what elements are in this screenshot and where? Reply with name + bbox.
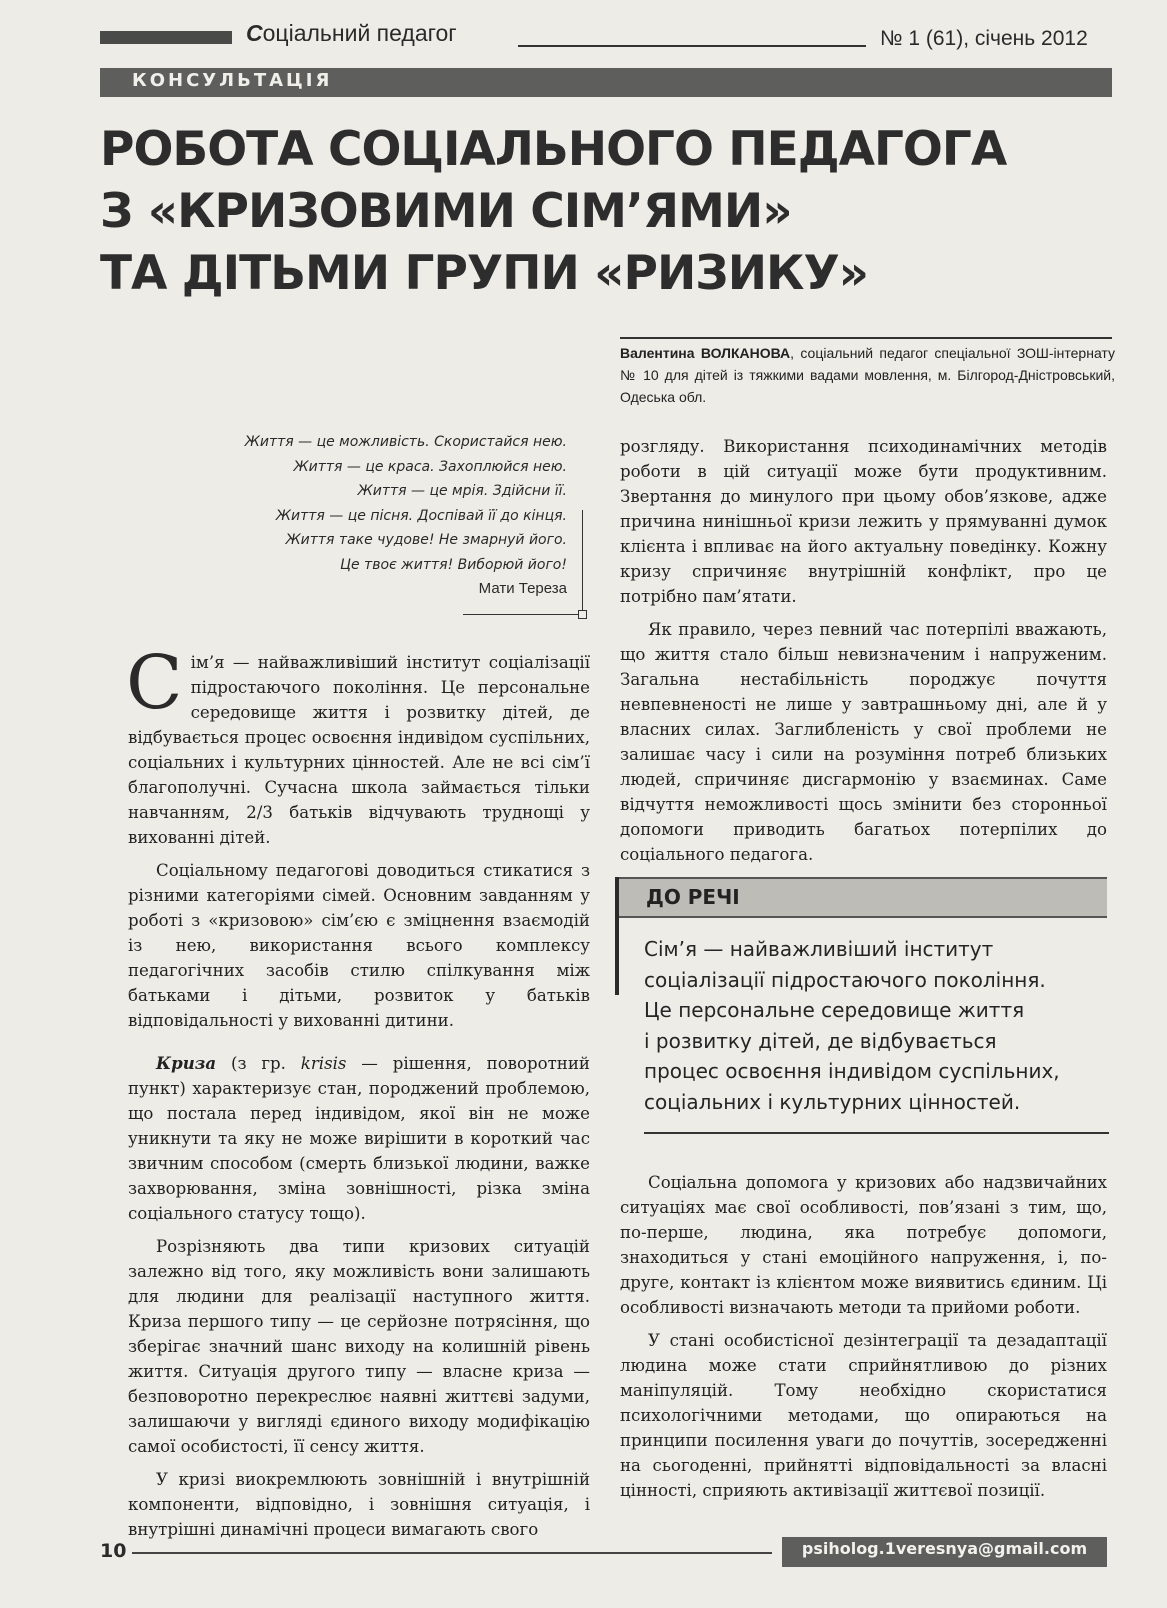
- epigraph-line: Життя — це пісня. Доспівай її до кінця.: [275, 507, 567, 524]
- epigraph-signature: Мати Тереза: [478, 580, 567, 597]
- paragraph: Як правило, через певний час потерпілі вважають, що життя стало більш невизначеним і напруженим. Загальна нестабільність породжує почуття невпевненості не лише у завтрашньому дні, але й у власних силах. Заглибленість у свої проблеми не залишає часу і сили на розуміння потреб близьких людей, спричиняє дисгармонію у взаєминах. Саме відчуття неможливості щось змінити без сторонньої допомоги приводить багатьох потерпілих до соціального педагога.: [620, 620, 1107, 864]
- magazine-name-initial: С: [246, 20, 263, 46]
- sidebar-line: Це персональне середовище життя: [644, 998, 1025, 1022]
- article-title-line: З «КРИЗОВИМИ СІМ’ЯМИ»: [100, 184, 792, 239]
- paragraph: [126, 640, 590, 850]
- sidebar-line: соціалізації підростаючого покоління.: [644, 967, 1046, 992]
- header-decor-bar: [100, 31, 232, 44]
- article-title-line: РОБОТА СОЦІАЛЬНОГО ПЕДАГОГА: [100, 122, 1007, 177]
- rubric-label: КОНСУЛЬТАЦІЯ: [132, 70, 333, 91]
- article-left-column: [126, 640, 590, 1542]
- epigraph-bracket-vertical: [582, 510, 583, 613]
- magazine-name: [246, 20, 457, 47]
- author-name: Валентина ВОЛКАНОВА: [620, 345, 791, 361]
- epigraph-line: Це твоє життя! Виборюй його!: [340, 556, 567, 573]
- footer-rule: [132, 1552, 772, 1554]
- author-byline: [620, 342, 1115, 408]
- article-title-line: ТА ДІТЬМИ ГРУПИ «РИЗИКУ»: [100, 246, 869, 301]
- paragraph: Соціальному педагогові доводиться стикатися з різними категоріями сімей. Основним завданням у роботі з «кризовою» сім’єю є зміцнення взаємодій із нею, використання всього комплексу педагогічних засобів стилю спілкування між батьками і дітьми, розвиток у батьків відповідальності у вихованні дитини.: [128, 861, 590, 1030]
- epigraph: [175, 430, 567, 602]
- paragraph: Соціальна допомога у кризових або надзвичайних ситуаціях має свої особливості, пов’язані з тим, що, по-перше, людина, яка потребує допомоги, знаходиться у стані емоційного напруження, і, по-друге, контакт із клієнтом може виявитись єдиним. Ці особливості визначають методи та прийоми роботи.: [620, 1173, 1107, 1317]
- footer-email: psiholog.1veresnya@gmail.com: [801, 1539, 1088, 1558]
- sidebar-line: процес освоєння індивідом суспільних,: [644, 1059, 1060, 1083]
- issue-info: № 1 (61), січень 2012: [880, 27, 1088, 50]
- article-title: [100, 119, 1110, 305]
- epigraph-bracket-square: [578, 610, 587, 619]
- paragraph: розгляду. Використання психодинамічних методів роботи в цій ситуації може бути продуктивним. Звертання до минулого при цьому обов’язкове, адже причина нинішньої кризи лежить у прямуванні думок клієнта і впливає на його актуальну поведінку. Кожну кризу спричиняє внутрішній конфлікт, про це потрібно пам’ятати.: [620, 437, 1107, 606]
- paragraph: У кризі виокремлюють зовнішній і внутрішній компоненти, відповідно, і зовнішня ситуація, і внутрішні динамічні процеси вимагають свого: [128, 1470, 590, 1539]
- article-right-column-bottom: [620, 1170, 1107, 1503]
- header-rule: [518, 45, 866, 47]
- drop-cap: С: [126, 640, 183, 726]
- epigraph-line: Життя — це мрія. Здійсни її.: [357, 483, 567, 499]
- sidebar-line: соціальних і культурних цінностей.: [644, 1089, 1021, 1114]
- paragraph: Розрізняють два типи кризових ситуацій залежно від того, яку можливість вони залишають для людини для реалізації наступного життя. Криза першого типу — це серйозне потрясіння, що зберігає значний шанс виходу на колишній рівень життя. Ситуація другого типу — власне криза — безповоротно перекреслює наявні життєві задуми, залишаючи у вигляді єдиного виходу модифікацію самої особистості, її сенсу життя.: [128, 1237, 590, 1456]
- paragraph-text: ім’я — найважливіший інститут соціалізації підростаючого покоління. Це персональне середовище життя і розвитку дітей, де відбувається процес освоєння індивідом суспільних, соціальних і культурних цінностей. Але не всі сім’ї благополучні. Сучасна школа займається тільки навчанням, 2/3 батьків відчувають труднощі у вихованні дітей.: [128, 653, 590, 847]
- sidebar-line: і розвитку дітей, де відбувається: [644, 1028, 997, 1053]
- epigraph-line: Життя таке чудове! Не змарнуй його.: [285, 532, 567, 548]
- epigraph-bracket-horizontal: [463, 614, 579, 615]
- page-number: 10: [100, 1540, 127, 1562]
- paragraph-text: (з гр.: [216, 1054, 301, 1073]
- paragraph-text: — рішення, поворотний пункт) характеризує стан, породжений проблемою, що постала перед індивідом, якої він не може уникнути та яку не може вирішити в короткий час звичним способом (смерть близької людини, важке захворювання, зміна зовнішності, різка зміна соціального статусу тощо).: [128, 1054, 590, 1223]
- epigraph-line: Життя — це можливість. Скористайся нею.: [244, 434, 567, 450]
- epigraph-line: Життя — це краса. Захоплюйся нею.: [293, 458, 567, 475]
- article-right-column-top: [620, 434, 1107, 867]
- sidebar-line: Сім’я — найважливіший інститут: [644, 937, 994, 961]
- paragraph: У стані особистісної дезінтеграції та дезадаптації людина може стати сприйнятливою до різних маніпуляцій. Тому необхідно скористатися психологічними методами, що опираються на принципи посилення уваги до почуттів, зосередженні на сьогоденні, прийнятті відповідальності за власні цінності, сприяють активізації життєвої позиції.: [620, 1331, 1107, 1500]
- paragraph: [128, 1051, 590, 1226]
- sidebar-title: ДО РЕЧІ: [646, 885, 740, 909]
- sidebar-bottom-rule: [644, 1132, 1109, 1134]
- sidebar-text: [644, 934, 1114, 1117]
- author-position: , соціальний педагог спеціальної ЗОШ-інтернату № 10 для дітей із тяжкими вадами мовлення, м. Білгород-Дністровський, Одеська обл.: [620, 345, 1115, 405]
- term-kryza: Криза: [156, 1053, 217, 1073]
- magazine-name-rest: оціальний педагог: [262, 20, 457, 46]
- author-rule: [620, 337, 1112, 339]
- term-krisis: krisis: [300, 1054, 347, 1073]
